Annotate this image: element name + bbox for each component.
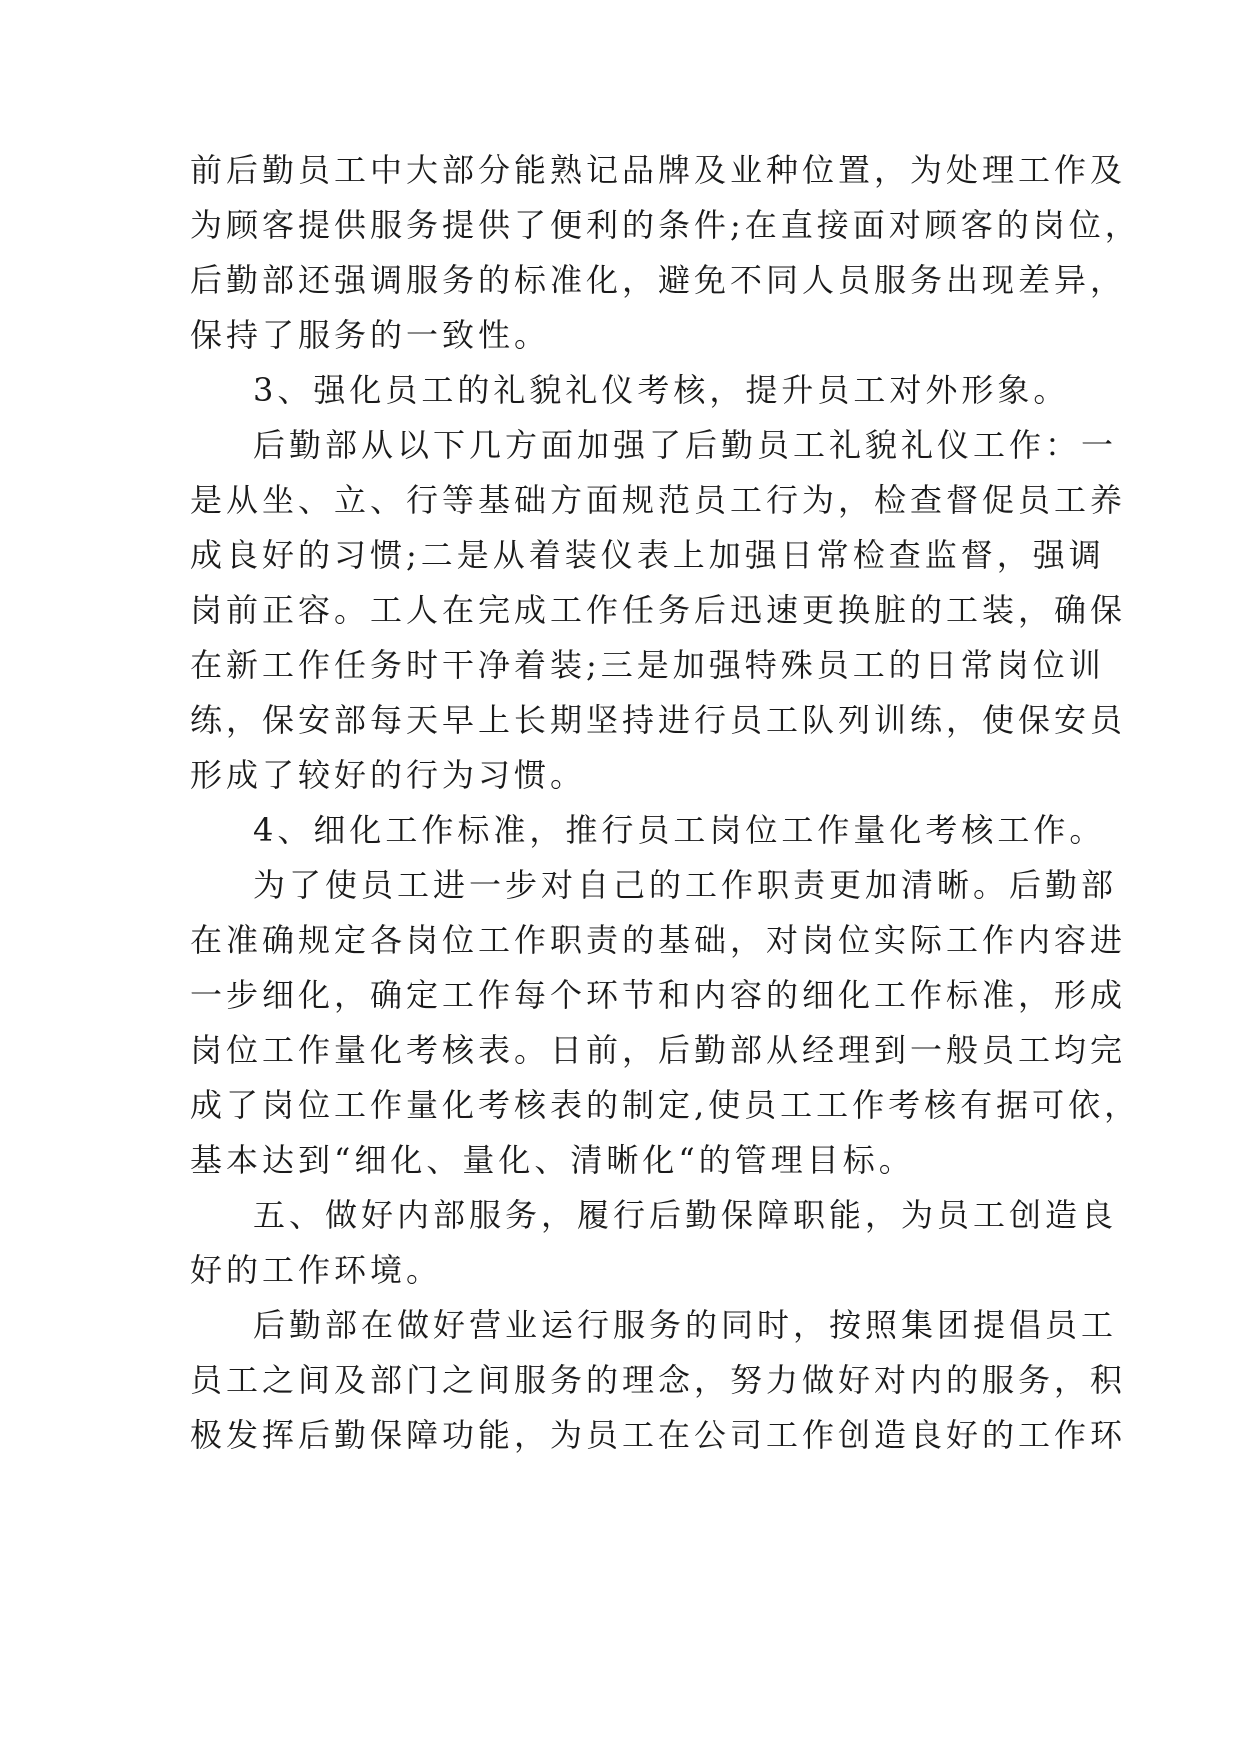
text-line: 为了使员工进一步对自己的工作职责更加清晰。后勤部 [253, 866, 1118, 904]
text-line: 一步细化，确定工作每个环节和内容的细化工作标准，形成 [190, 976, 1127, 1014]
text-line: 极发挥后勤保障功能，为员工在公司工作创造良好的工作环 [190, 1416, 1127, 1454]
text-line: 后勤部从以下几方面加强了后勤员工礼貌礼仪工作：一 [253, 426, 1118, 464]
text-line: 在准确规定各岗位工作职责的基础，对岗位实际工作内容进 [190, 921, 1127, 959]
text-line: 岗位工作量化考核表。日前，后勤部从经理到一般员工均完 [190, 1031, 1127, 1069]
text-line: 岗前正容。工人在完成工作任务后迅速更换脏的工装，确保 [190, 591, 1127, 629]
text-line: 好的工作环境。 [190, 1251, 443, 1289]
text-line: 后勤部还强调服务的标准化，避免不同人员服务出现差异， [190, 261, 1127, 299]
text-line: 后勤部在做好营业运行服务的同时，按照集团提倡员工 [253, 1306, 1118, 1344]
text-line: 在新工作任务时干净着装;三是加强特殊员工的日常岗位训 [190, 646, 1105, 684]
section-heading: 3、强化员工的礼貌礼仪考核，提升员工对外形象。 [253, 371, 1070, 409]
text-line: 保持了服务的一致性。 [190, 316, 551, 354]
text-line: 练，保安部每天早上长期坚持进行员工队列训练，使保安员 [190, 701, 1127, 739]
text-line: 是从坐、立、行等基础方面规范员工行为，检查督促员工养 [190, 481, 1127, 519]
text-line: 形成了较好的行为习惯。 [190, 756, 587, 794]
section-heading: 五、做好内部服务，履行后勤保障职能，为员工创造良 [253, 1196, 1118, 1234]
text-line: 成良好的习惯;二是从着装仪表上加强日常检查监督，强调 [190, 536, 1105, 574]
text-line: 基本达到“细化、量化、清晰化“的管理目标。 [190, 1141, 915, 1179]
text-line: 前后勤员工中大部分能熟记品牌及业种位置，为处理工作及 [190, 151, 1127, 189]
section-heading: 4、细化工作标准，推行员工岗位工作量化考核工作。 [253, 811, 1106, 849]
text-line: 员工之间及部门之间服务的理念，努力做好对内的服务，积 [190, 1361, 1127, 1399]
text-line: 成了岗位工作量化考核表的制定,使员工工作考核有据可依， [190, 1086, 1141, 1124]
text-line: 为顾客提供服务提供了便利的条件;在直接面对顾客的岗位， [190, 206, 1141, 244]
